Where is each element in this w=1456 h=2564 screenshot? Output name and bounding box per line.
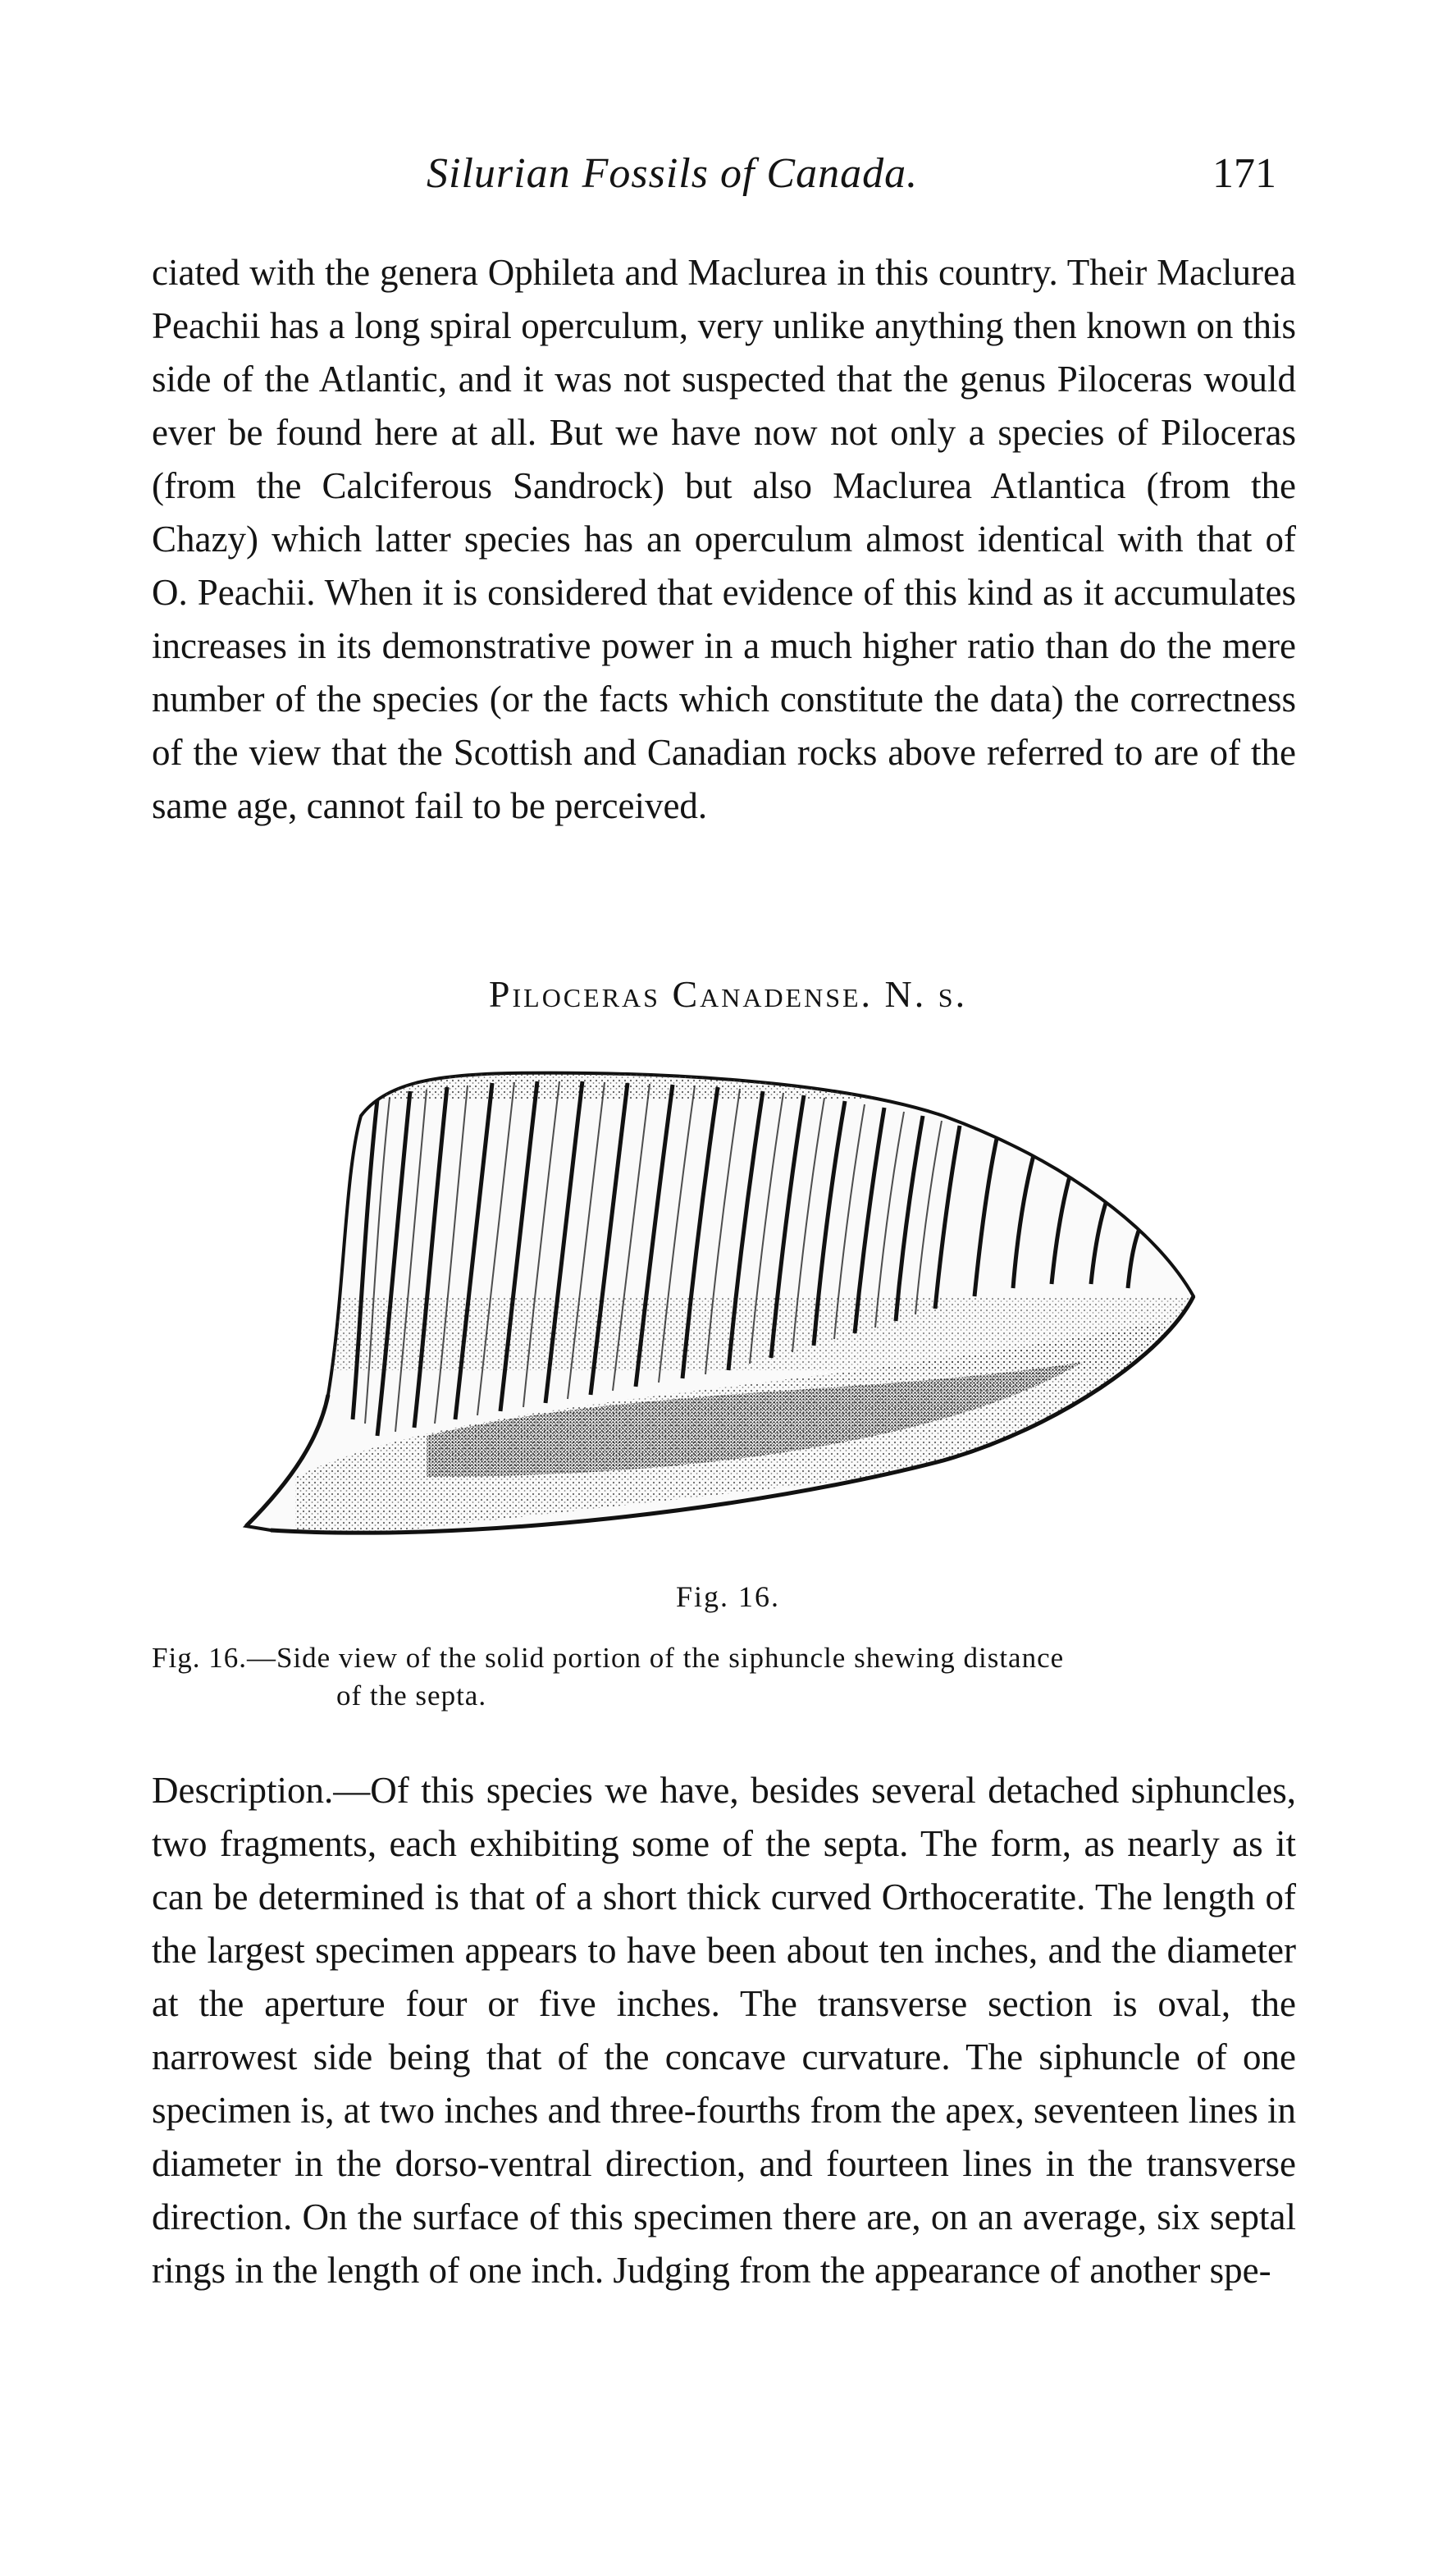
figure-caption [152, 1639, 1300, 1715]
page-number: 171 [1212, 150, 1276, 197]
running-head-title: Silurian Fossils of Canada. [427, 150, 919, 197]
paragraph-text: ciated with the genera Ophileta and Maclurea in this country. Their Maclurea Peachii has a long spiral operculum, very unlike anything then known on this side of the Atlantic, and it was not suspected that the genus Piloceras would ever be found here at all. But we have now not only a species of Piloceras (from the Calciferous Sandrock) but also Maclurea Atlantica (from the Chazy) which latter species has an operculum almost identical with that of O. Peachii. When it is considered that evidence of this kind as it accumulates increases in its demonstrative power in a much higher ratio than do the mere number of the species (or the facts which constitute the data) the correctness of the view that the Scottish and Canadian rocks above referred to are of the same age, cannot fail to be perceived. [152, 252, 1296, 826]
figure-label: Fig. 16. [675, 1580, 781, 1613]
caption-line-2: of the septa. [336, 1680, 487, 1712]
figure-heading: Piloceras Canadense. N. s. [488, 973, 968, 1015]
running-head [0, 149, 1456, 207]
fossil-illustration [221, 1050, 1230, 1559]
body-paragraph-2 [152, 1764, 1296, 2297]
body-paragraph-1 [152, 246, 1296, 833]
paragraph-text: Description.—Of this species we have, besides several detached siphuncles, two fragments, each exhibiting some of the septa. The form, as nearly as it can be determined is that of a short thick curved Orthoceratite. The length of the largest specimen appears to have been about ten inches, and the diameter at the aperture four or five inches. The transverse section is oval, the narrowest side being that of the concave curvature. The siphuncle of one specimen is, at two inches and three-fourths from the apex, seventeen lines in diameter in the dorso-ventral direction, and fourteen lines in the transverse direction. On the surface of this specimen there are, on an average, six septal rings in the length of one inch. Judging from the appearance of another spe- [152, 1770, 1296, 2291]
caption-line-1: Fig. 16.—Side view of the solid portion of the siphuncle shewing distance [152, 1642, 1065, 1674]
